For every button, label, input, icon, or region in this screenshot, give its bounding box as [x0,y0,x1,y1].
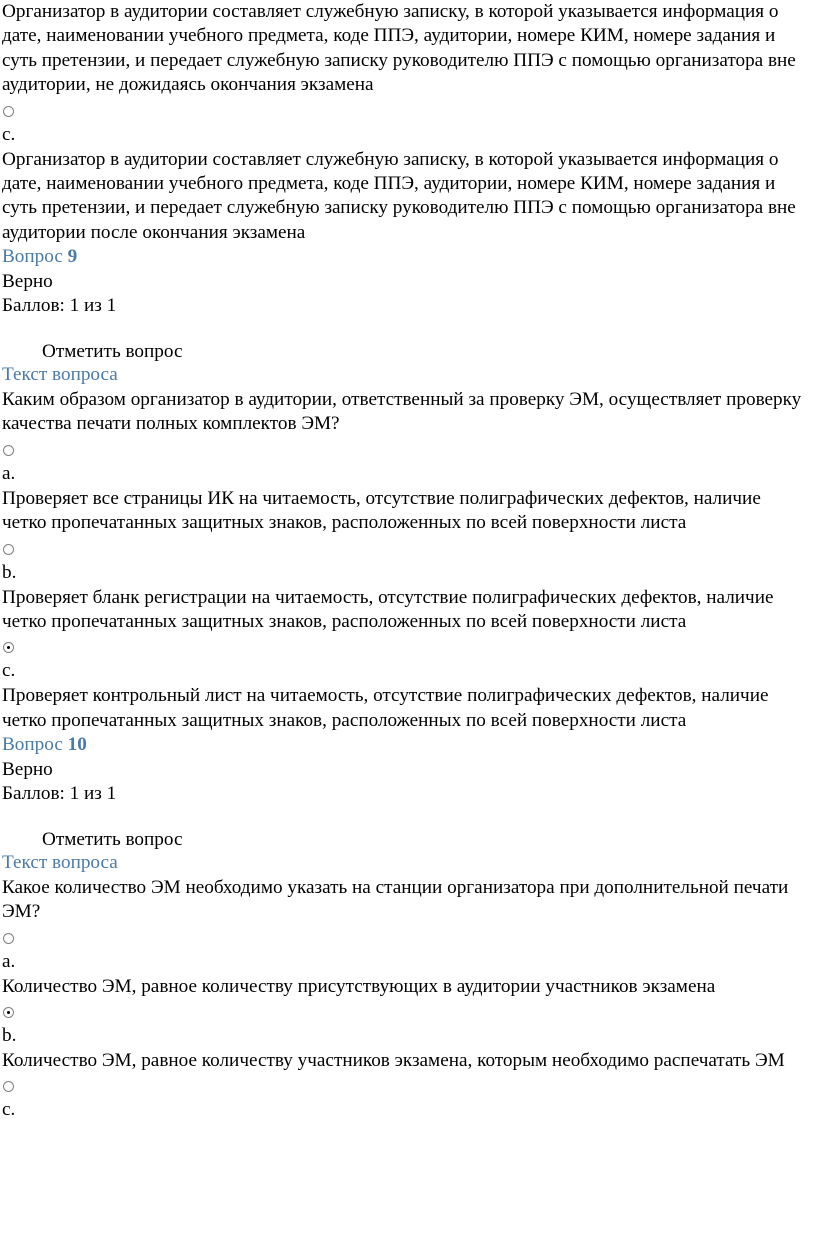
question-text: Какое количество ЭМ необходимо указать на станции организатора при дополнительной печати ЭМ? [2,876,789,923]
option-letter: b. [2,1024,17,1046]
question-label: Вопрос [2,734,63,756]
option-text: Организатор в аудитории составляет служебную записку, в которой указывается информация о дате, наименовании учебного предмета, коде ППЭ, аудитории, номере КИМ, номере задания и суть претензии, и передает служебную записку руководителю ППЭ с помощью организатора вне аудитории после окончания экзамена [2,148,796,243]
option-radio-a[interactable] [2,437,816,460]
question-text-header: Текст вопроса [2,364,118,386]
option-text: Организатор в аудитории составляет служебную записку, в которой указывается информация о дате, наименовании учебного предмета, коде ППЭ, аудитории, номере КИМ, номере задания и суть претензии, и передает служебную записку руководителю ППЭ с помощью организатора вне аудитории, не дожидаясь окончания экзамена [2,1,796,96]
option-radio-c[interactable] [2,634,816,657]
option-letter: c. [2,123,16,145]
question-label: Вопрос [2,246,63,268]
radio-icon[interactable] [3,106,14,117]
option-letter: c. [2,1099,16,1121]
question-status: Верно [2,270,53,292]
option-radio-c[interactable] [2,1073,816,1096]
option-radio-a[interactable] [2,925,816,948]
question-number: 9 [67,246,78,268]
option-radio[interactable] [2,98,816,121]
question-number: 10 [67,734,87,756]
radio-checked-icon[interactable] [3,642,14,653]
option-radio-b[interactable] [2,999,816,1022]
question-text-header: Текст вопроса [2,852,118,874]
flag-question-link[interactable]: Отметить вопрос [42,341,183,363]
option-text: Количество ЭМ, равное количеству участников экзамена, которым необходимо распечатать ЭМ [2,1049,785,1071]
radio-icon[interactable] [3,933,14,944]
radio-icon[interactable] [3,1081,14,1092]
option-text: Проверяет все страницы ИК на читаемость, отсутствие полиграфических дефектов, наличие четко пропечатанных защитных знаков, расположенных по всей поверхности листа [2,487,761,534]
question-score: Баллов: 1 из 1 [2,782,117,804]
radio-checked-icon[interactable] [3,1007,14,1018]
option-letter: a. [2,950,16,972]
option-letter: b. [2,561,17,583]
option-text: Проверяет контрольный лист на читаемость, отсутствие полиграфических дефектов, наличие четко пропечатанных защитных знаков, расположенных по всей поверхности листа [2,685,769,731]
question-score: Баллов: 1 из 1 [2,295,117,317]
radio-icon[interactable] [3,544,14,555]
question-text: Каким образом организатор в аудитории, ответственный за проверку ЭМ, осуществляет проверку качества печати полных комплектов ЭМ? [2,388,802,435]
question-header [2,733,816,757]
option-text: Количество ЭМ, равное количеству присутствующих в аудитории участников экзамена [2,975,716,997]
option-radio-b[interactable] [2,536,816,559]
option-letter: a. [2,462,16,484]
flag-question-link[interactable]: Отметить вопрос [42,829,183,851]
option-text: Проверяет бланк регистрации на читаемость, отсутствие полиграфических дефектов, наличие четко пропечатанных защитных знаков, расположенных по всей поверхности листа [2,586,774,632]
radio-icon[interactable] [3,445,14,456]
question-header [2,245,816,269]
question-status: Верно [2,758,53,780]
option-letter: c. [2,660,16,682]
